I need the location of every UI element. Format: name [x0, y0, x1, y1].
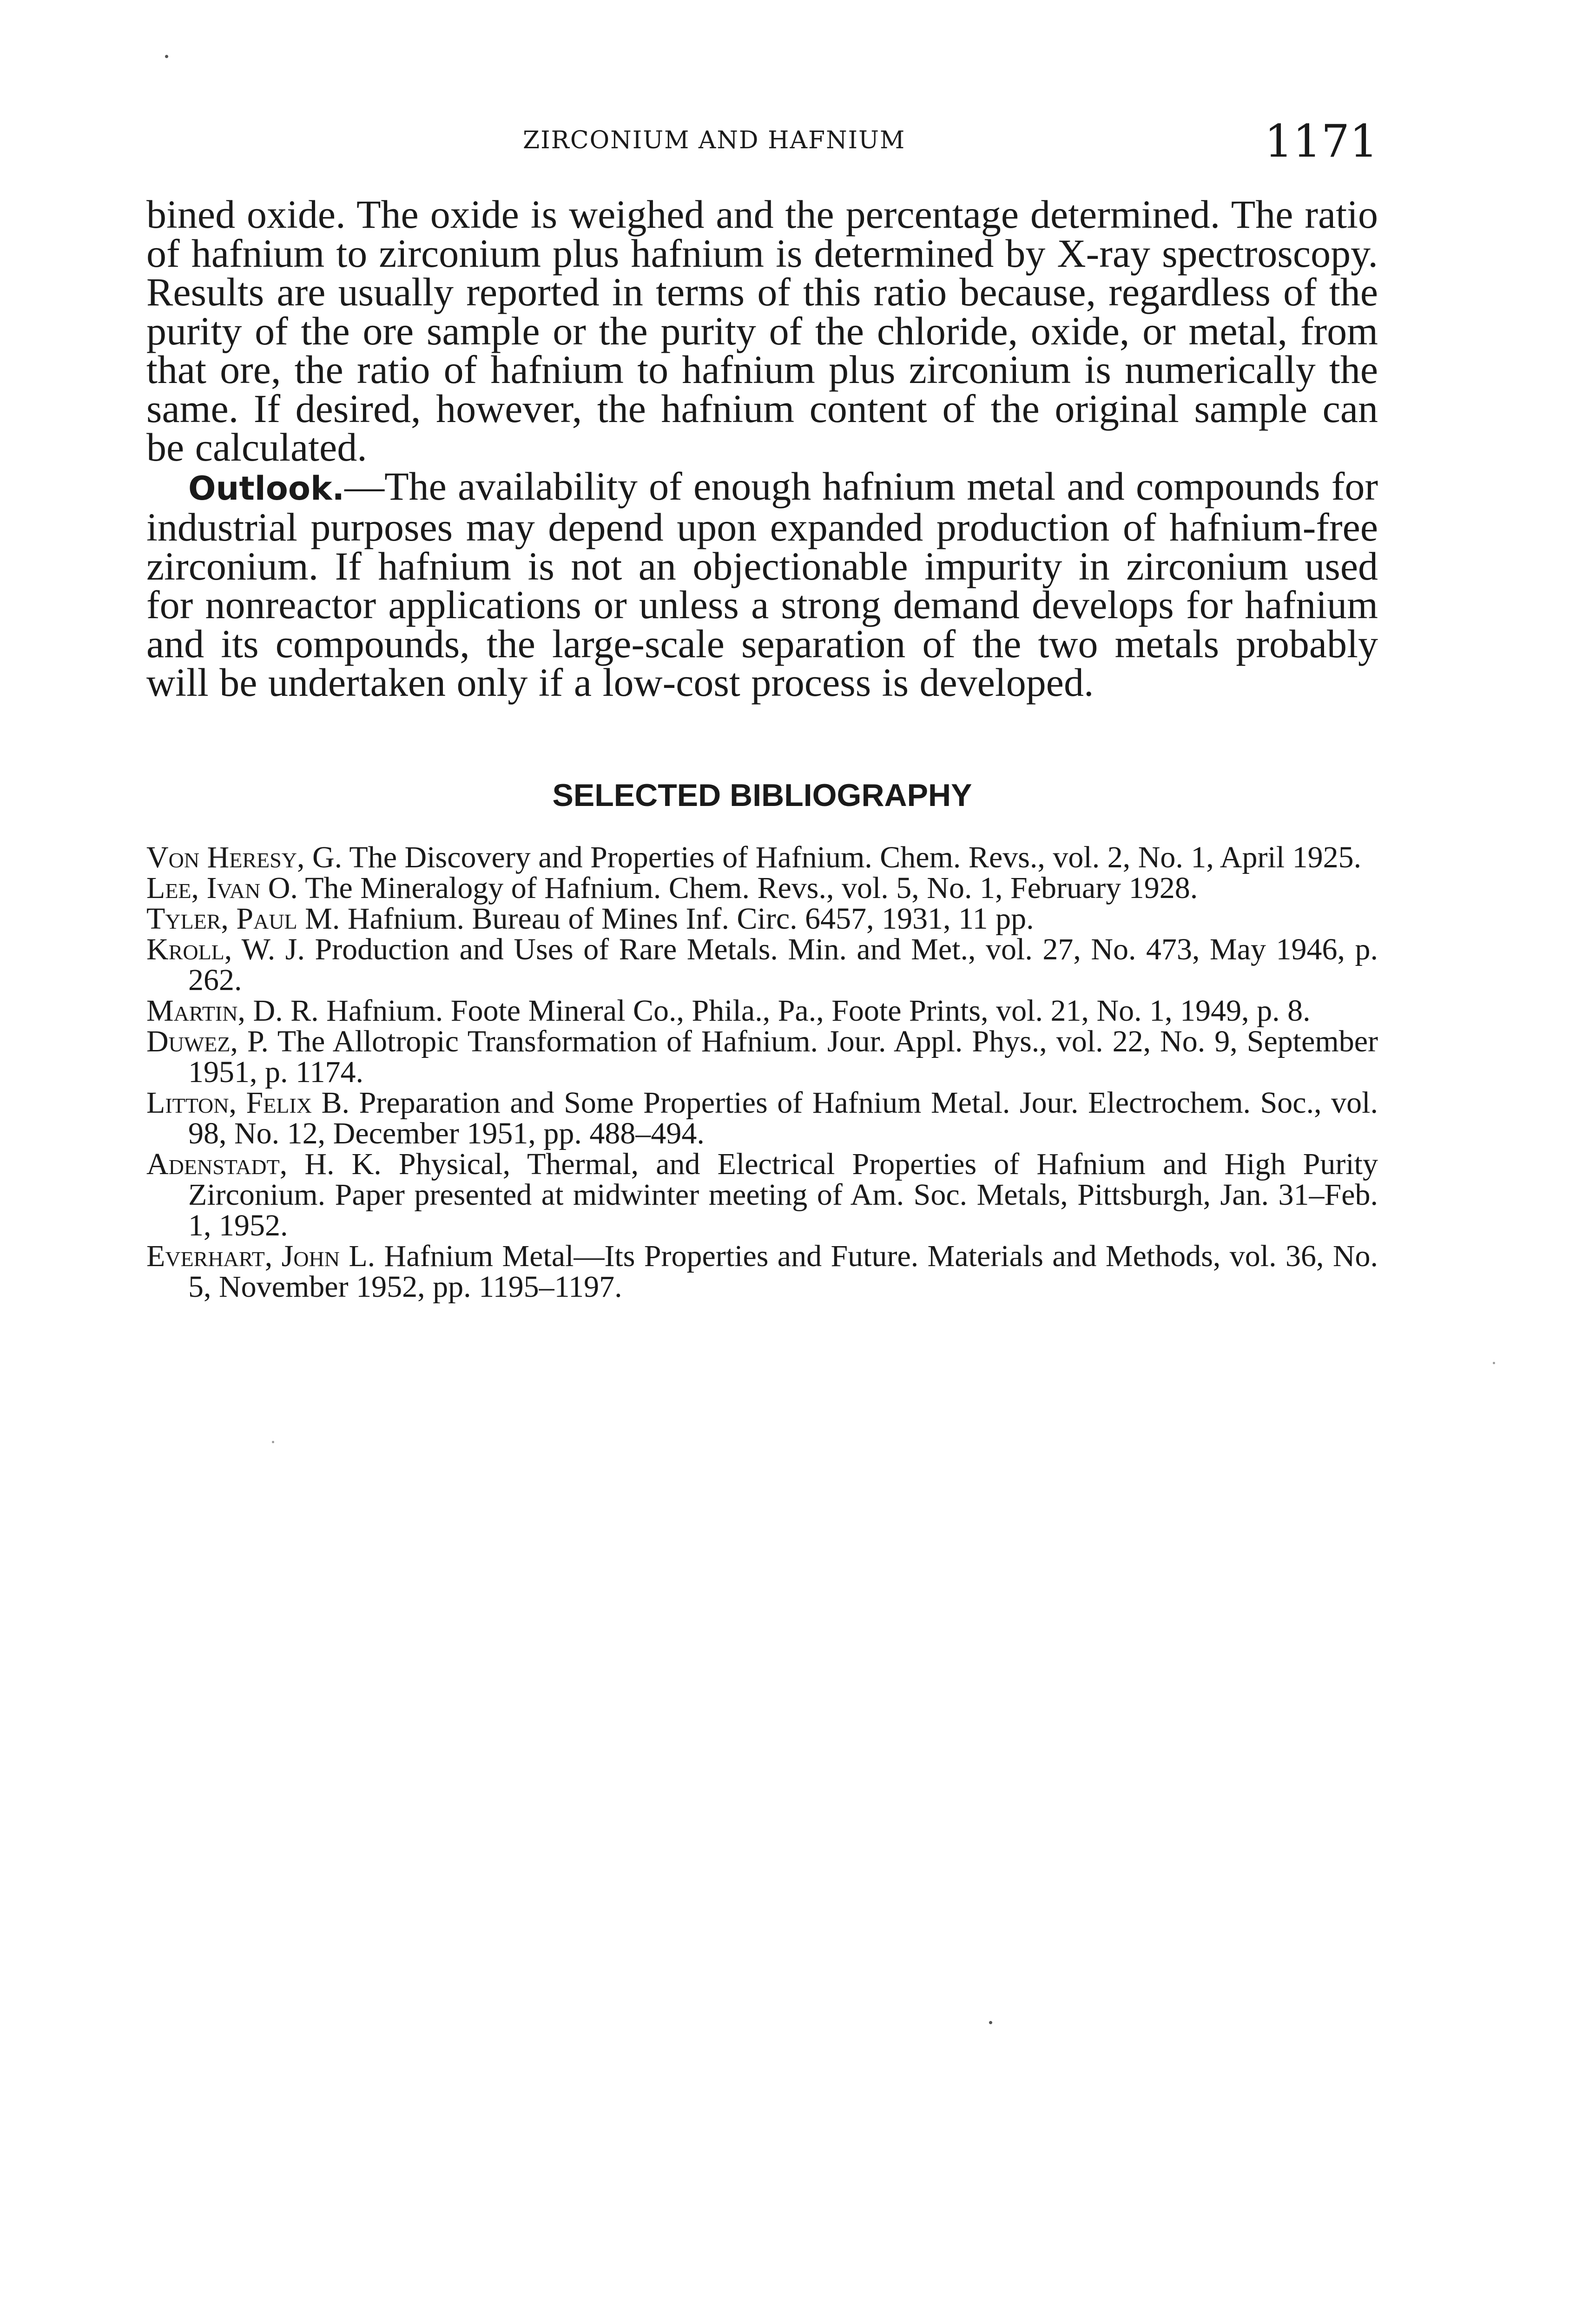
paragraph-continued: bined oxide. The oxide is weighed and the percentage determined. The ratio of hafnium to zirconium plus hafnium is determined by X-ray spectroscopy. Results are usually reported in terms of this ratio because, regardless of the purity of the ore sample or the purity of the chloride, oxide, or metal, from that ore, the ratio of hafnium to hafnium plus zirconium is numerically the same. If desired, however, the hafnium content of the original sample can be calculated. — [146, 192, 1378, 469]
bibliography-entry — [146, 904, 1378, 934]
scan-speck — [272, 1441, 274, 1443]
document-page — [146, 0, 1378, 2324]
entry-citation: Physical, Thermal, and Electrical Properties of Hafnium and High Purity Zirconium. Paper presented at midwinter meeting of Am. Soc. Metals, Pittsburgh, Jan. 31–Feb. 1, 1952. — [188, 1147, 1378, 1242]
entry-citation: The Allotropic Transformation of Hafnium. Jour. Appl. Phys., vol. 22, No. 9, September 1951, p. 1174. — [188, 1024, 1378, 1089]
entry-author: Everhart, John L. — [146, 1239, 376, 1273]
scan-speck — [989, 2021, 992, 2024]
entry-citation: The Discovery and Properties of Hafnium. Chem. Revs., vol. 2, No. 1, April 1925. — [342, 840, 1362, 874]
bibliography-entry — [146, 1241, 1378, 1302]
scan-speck — [1493, 1362, 1495, 1364]
bibliography-entry — [146, 996, 1378, 1026]
bibliography-entry — [146, 1149, 1378, 1241]
entry-citation: The Mineralogy of Hafnium. Chem. Revs., vol. 5, No. 1, February 1928. — [297, 871, 1198, 905]
bibliography-entry — [146, 1088, 1378, 1149]
entry-author: Von Heresy, G. — [146, 840, 343, 874]
entry-author: Duwez, P. — [146, 1024, 269, 1058]
entry-citation: Hafnium. Bureau of Mines Inf. Circ. 6457, 1931, 11 pp. — [340, 902, 1034, 936]
bibliography-list — [146, 842, 1378, 1302]
page-number: 1171 — [1264, 115, 1378, 167]
outlook-heading: Outlook. — [188, 469, 345, 508]
entry-citation: Hafnium. Foote Mineral Co., Phila., Pa., Foote Prints, vol. 21, No. 1, 1949, p. 8. — [318, 994, 1311, 1028]
entry-author: Lee, Ivan O. — [146, 871, 298, 905]
running-head — [146, 115, 1378, 173]
entry-author: Martin, D. R. — [146, 994, 319, 1028]
bibliography-entry — [146, 934, 1378, 996]
outlook-text: —The availability of enough hafnium metal and compounds for industrial purposes may depend upon expanded production of hafnium-free zirconium. If hafnium is not an objectionable impurity in zirconium used for nonreactor applications or unless a strong demand develops for hafnium and its compounds, the large-scale separation of the two metals probably will be undertaken only if a low-cost process is developed. — [146, 463, 1378, 705]
entry-citation: Preparation and Some Properties of Hafnium Metal. Jour. Electrochem. Soc., vol. 98, No. 12, December 1951, pp. 488–494. — [188, 1086, 1378, 1150]
bibliography-heading: SELECTED BIBLIOGRAPHY — [552, 778, 972, 813]
entry-author: Litton, Felix B. — [146, 1086, 350, 1120]
bibliography-entry — [146, 873, 1378, 904]
scan-speck — [165, 55, 168, 58]
entry-author: Adenstadt, H. K. — [146, 1147, 382, 1181]
running-title: ZIRCONIUM AND HAFNIUM — [523, 126, 906, 154]
bibliography-entry — [146, 842, 1378, 873]
bibliography-entry — [146, 1026, 1378, 1088]
paragraph-outlook — [146, 463, 1378, 705]
entry-citation: Production and Uses of Rare Metals. Min. and Met., vol. 27, No. 473, May 1946, p. 262. — [188, 932, 1378, 997]
entry-author: Tyler, Paul M. — [146, 902, 340, 936]
entry-citation: Hafnium Metal—Its Properties and Future. Materials and Methods, vol. 36, No. 5, November 1952, pp. 1195–1197. — [188, 1239, 1378, 1304]
body-text — [146, 192, 1378, 705]
entry-author: Kroll, W. J. — [146, 932, 305, 966]
